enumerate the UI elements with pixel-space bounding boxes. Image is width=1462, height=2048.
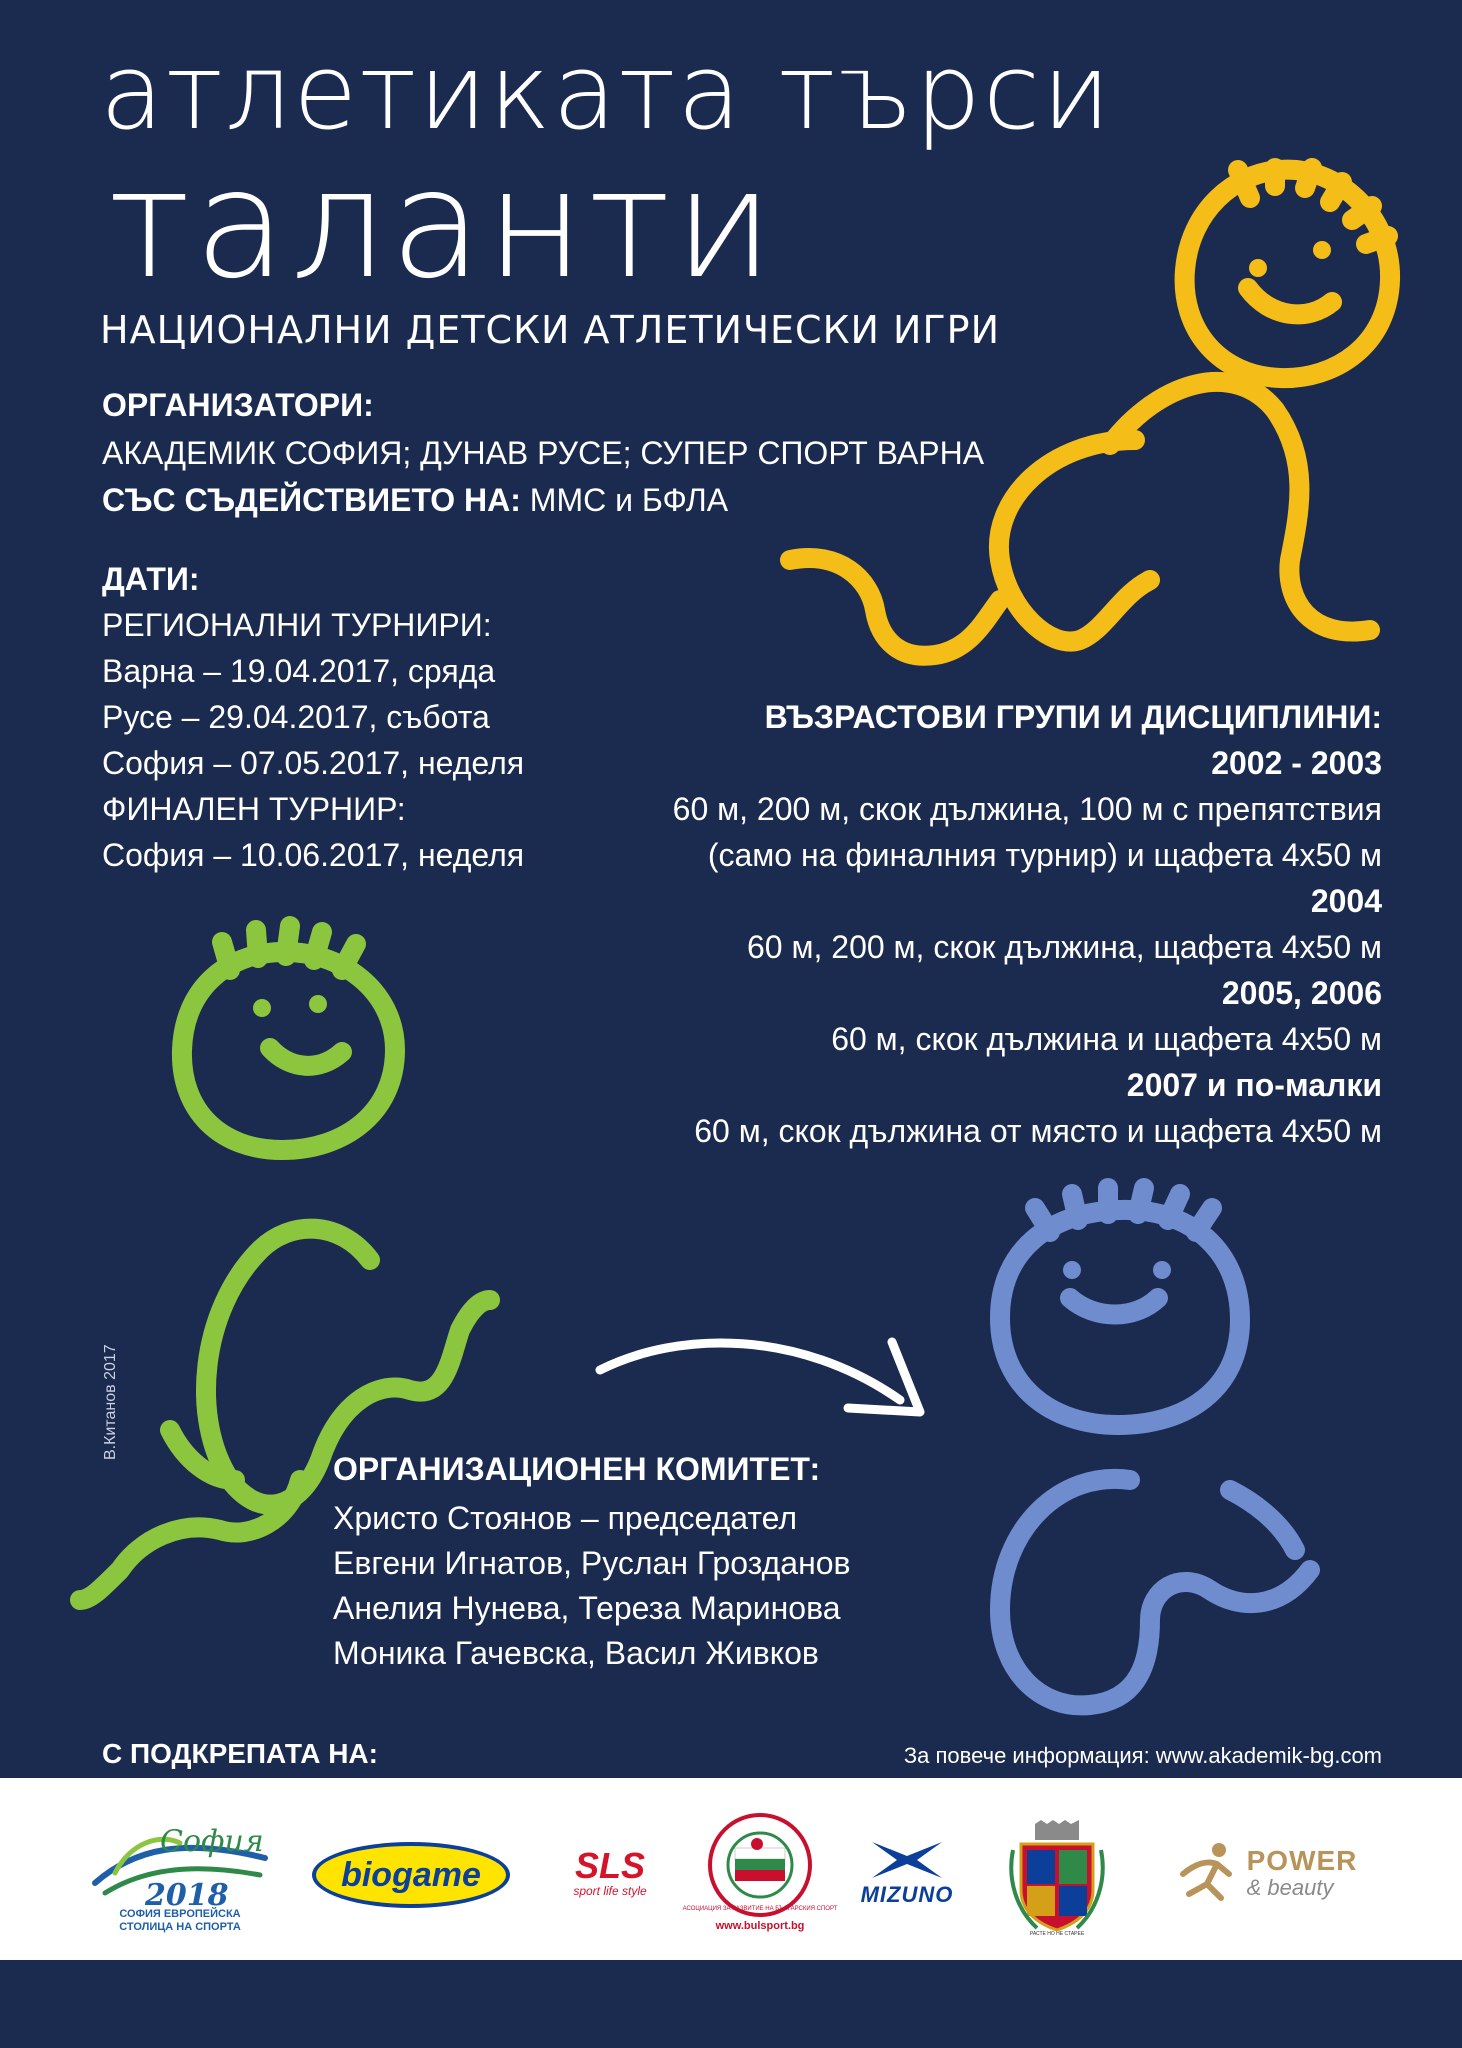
bulsport-url: www.bulsport.bg	[715, 1920, 805, 1932]
sofia-coat-of-arms	[1002, 1818, 1112, 1938]
more-info-link[interactable]: За повече информация: www.akademik-bg.com	[903, 1743, 1382, 1768]
sofia-2018-emblem	[85, 1813, 275, 1913]
regional-date-varna: Варна – 19.04.2017, сряда	[102, 653, 496, 689]
bulsport-emblem	[682, 1810, 838, 1920]
final-date: София – 10.06.2017, неделя	[102, 837, 525, 873]
age-group-disciplines: (само на финалния турнир) и щафета 4х50 м	[707, 837, 1382, 873]
mizuno-text: MIZUNO	[860, 1882, 954, 1907]
organizers-list: АКАДЕМИК СОФИЯ; ДУНАВ РУСЕ; СУПЕР СПОРТ ВАРНА	[102, 435, 985, 471]
sofia-brand-text: София	[160, 1823, 264, 1859]
sofia-caption-1: СОФИЯ ЕВРОПЕЙСКА	[119, 1907, 241, 1920]
subtitle: НАЦИОНАЛНИ ДЕТСКИ АТЛЕТИЧЕСКИ ИГРИ	[100, 308, 1001, 352]
support-value: ММС и БФЛА	[529, 482, 729, 518]
biogame-text: biogame	[341, 1855, 481, 1894]
age-group-years: 2007 и по-малки	[1126, 1067, 1382, 1103]
sofia-year-text: 2018	[145, 1877, 229, 1913]
final-heading: ФИНАЛЕН ТУРНИР:	[102, 791, 406, 827]
bulsport-logo	[682, 1796, 838, 1946]
sponsor-band	[0, 1778, 1462, 1960]
organizers-heading: ОРГАНИЗАТОРИ:	[102, 387, 374, 423]
age-group-disciplines: 60 м, 200 м, скок дължина, щафета 4х50 м	[747, 929, 1382, 965]
coat-motto: РАСТЕ НО НЕ СТАРЕЕ	[1029, 1931, 1085, 1937]
power-text: POWER	[1246, 1845, 1358, 1876]
green-runner-figure	[0, 880, 700, 1600]
title-line-2: таланти	[108, 138, 778, 312]
regional-date-sofia: София – 07.05.2017, неделя	[102, 745, 525, 781]
power-beauty-logo	[1140, 1828, 1390, 1918]
sofia-caption-2: СТОЛИЦА НА СПОРТА	[119, 1920, 241, 1933]
committee-heading: ОРГАНИЗАЦИОНЕН КОМИТЕТ:	[333, 1451, 821, 1487]
arrow-icon	[580, 1320, 940, 1430]
age-group-disciplines: 60 м, скок дължина от място и щафета 4х50 м	[694, 1113, 1382, 1149]
yellow-runner-figure	[0, 0, 1462, 760]
age-group-disciplines: 60 м, 200 м, скок дължина, 100 м с препятствия	[672, 791, 1382, 827]
mizuno-runbird-icon	[867, 1838, 947, 1882]
power-runner-icon	[1173, 1838, 1243, 1908]
beauty-text: & beauty	[1246, 1875, 1334, 1900]
age-group-disciplines: 60 м, скок дължина и щафета 4х50 м	[831, 1021, 1382, 1057]
sls-logo	[540, 1838, 680, 1908]
mizuno-logo	[852, 1828, 962, 1918]
committee-member: Христо Стоянов – председател	[333, 1500, 798, 1536]
support-heading: С ПОДКРЕПАТА НА:	[102, 1738, 378, 1769]
sls-tagline: sport life style	[573, 1884, 647, 1898]
sofia-2018-logo	[80, 1798, 280, 1948]
bulsport-ring-text: АСОЦИАЦИЯ ЗА РАЗВИТИЕ НА БЪЛГАРСКИЯ СПОРТ	[682, 1906, 838, 1912]
committee-member: Анелия Нунева, Тереза Маринова	[333, 1590, 841, 1626]
coat-of-arms-icon	[1007, 1820, 1107, 1936]
age-group-years: 2004	[1310, 883, 1382, 919]
committee-member: Евгени Игнатов, Руслан Грозданов	[333, 1545, 851, 1581]
title-line-1: атлетиката търси	[100, 31, 1113, 153]
support-label: СЪС СЪДЕЙСТВИЕТО НА:	[102, 482, 521, 518]
sls-text: SLS	[574, 1845, 645, 1886]
blue-runner-figure	[900, 1150, 1340, 1720]
committee-member: Моника Гачевска, Васил Живков	[333, 1635, 819, 1671]
dates-heading: ДАТИ:	[102, 561, 200, 597]
artist-credit: В.Китанов 2017	[102, 1344, 119, 1460]
age-group-years: 2002 - 2003	[1211, 745, 1382, 781]
age-groups-heading: ВЪЗРАСТОВИ ГРУПИ И ДИСЦИПЛИНИ:	[764, 699, 1382, 735]
regional-heading: РЕГИОНАЛНИ ТУРНИРИ:	[102, 607, 492, 643]
regional-date-ruse: Русе – 29.04.2017, събота	[102, 699, 490, 735]
biogame-logo	[312, 1842, 510, 1908]
age-group-years: 2005, 2006	[1221, 975, 1382, 1011]
